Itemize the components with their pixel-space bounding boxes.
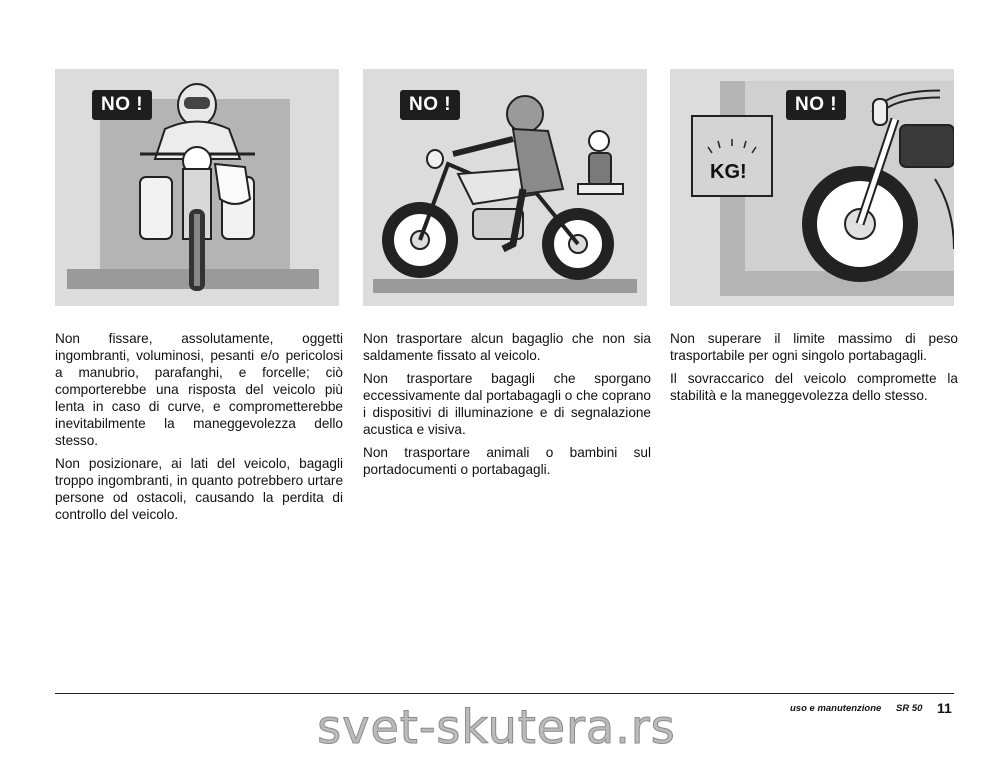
- footer-label: uso e manutenzione: [790, 703, 882, 714]
- illustration-rider-with-child: [363, 69, 647, 306]
- paragraph: Non superare il limite massimo di peso trasportabile per ogni singolo portabagagli.: [670, 331, 958, 363]
- paragraph: Non trasportare bagagli che sporgano eccessivamente dal portabagagli o che coprano i dispositivi di illuminazione e di segnalazione acustica e visiva.: [363, 371, 651, 437]
- watermark: svet-skutera.rs: [317, 700, 676, 754]
- column-middle-text: [363, 330, 651, 484]
- paragraph: Il sovraccarico del veicolo compromette la stabilità e la maneggevolezza dello stesso.: [670, 371, 958, 403]
- no-badge: NO !: [92, 90, 152, 120]
- paragraph: Non trasportare alcun bagaglio che non sia saldamente fissato al veicolo.: [363, 331, 651, 363]
- page-number: 11: [937, 700, 952, 716]
- column-left-text: [55, 330, 343, 529]
- column-right-text: [670, 330, 958, 410]
- footer-model: SR 50: [896, 703, 923, 714]
- no-badge: NO !: [400, 90, 460, 120]
- paragraph: Non posizionare, ai lati del veicolo, bagagli troppo ingombranti, in quanto potrebbero urtare persone od ostacoli, causando la perdita di controllo del veicolo.: [55, 456, 343, 522]
- paragraph: Non trasportare animali o bambini sul portadocumenti o portabagagli.: [363, 445, 651, 477]
- illustration-front-rider: [55, 69, 339, 306]
- illustration-weight-limit: [670, 69, 954, 306]
- kg-sign-text: KG!: [710, 161, 747, 183]
- paragraph: Non fissare, assolutamente, oggetti ingombranti, voluminosi, pesanti e/o pericolosi a manubrio, parafanghi, e forcelle; ciò comporterebbe una risposta del veicolo più lenta in caso di curve, e comprometterebbe inevitabilmente la maneggevolezza dello stesso.: [55, 331, 343, 448]
- footer-rule: [55, 693, 954, 694]
- no-badge: NO !: [786, 90, 846, 120]
